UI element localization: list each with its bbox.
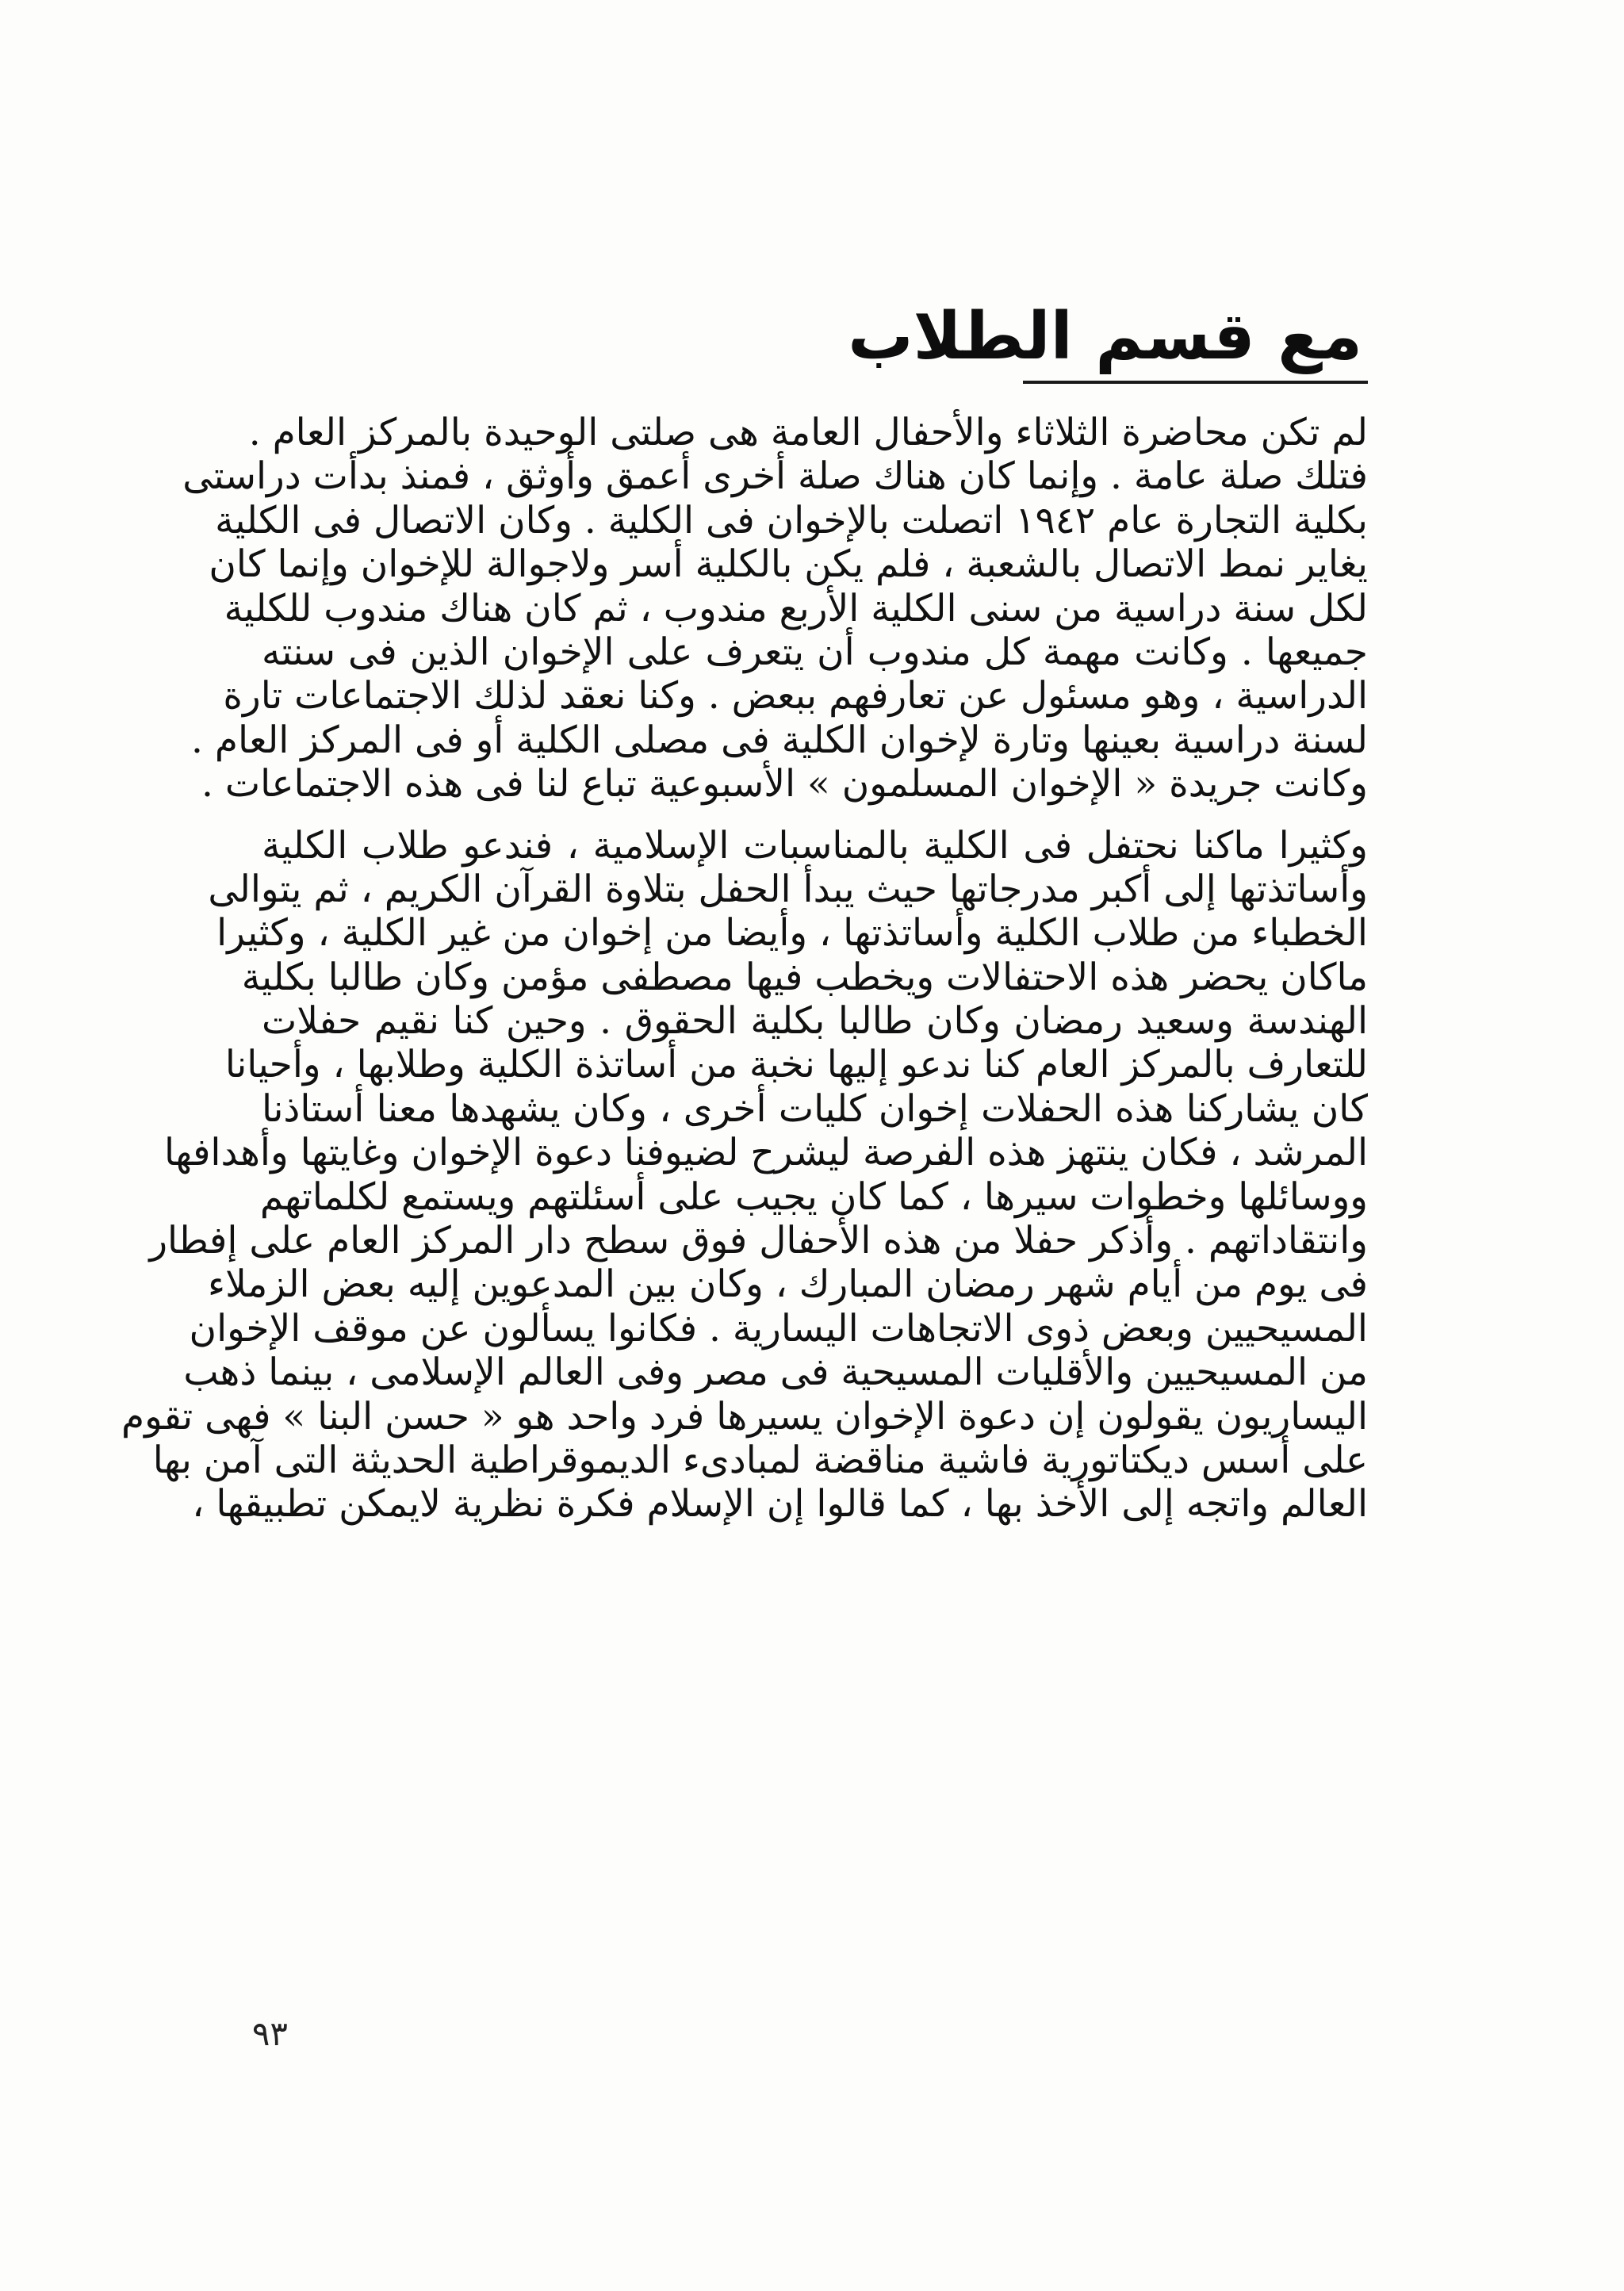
text-line: وانتقاداتهم . وأذكر حفلا من هذه الأحفال فوق سطح دار المركز العام على إفطار [149, 1219, 1368, 1263]
text-line: العالم واتجه إلى الأخذ بها ، كما قالوا إن الإسلام فكرة نظرية لايمكن تطبيقها ، [192, 1482, 1368, 1527]
text-line: كان يشاركنا هذه الحفلات إخوان كليات أخرى ، وكان يشهدها معنا أستاذنا [262, 1086, 1368, 1131]
text-line: الخطباء من طلاب الكلية وأساتذتها ، وأيضا من إخوان من غير الكلية ، وكثيرا [216, 911, 1368, 956]
text-line: جميعها . وكانت مهمة كل مندوب أن يتعرف على الإخوان الذين فى سنته [262, 630, 1368, 674]
text-line: وأساتذتها إلى أكبر مدرجاتها حيث يبدأ الحفل بتلاوة القرآن الكريم ، ثم يتوالى [208, 867, 1368, 911]
page-number: ٩٣ [251, 2014, 288, 2053]
text-line: ماكان يحضر هذه الاحتفالات ويخطب فيها مصطفى مؤمن وكان طالبا بكلية [241, 955, 1368, 999]
text-line: يغاير نمط الاتصال بالشعبة ، فلم يكن بالكلية أسر ولاجوالة للإخوان وإنما كان [209, 542, 1368, 587]
paragraph-1 [182, 411, 1368, 806]
heading-underline [1023, 381, 1368, 384]
text-line: الدراسية ، وهو مسئول عن تعارفهم ببعض . وكنا نعقد لذلك الاجتماعات تارة [223, 674, 1368, 718]
text-line: لسنة دراسية بعينها وتارة لإخوان الكلية فى مصلى الكلية أو فى المركز العام . [191, 718, 1368, 762]
paragraph-2 [121, 823, 1368, 1527]
text-line: المسيحيين وبعض ذوى الاتجاهات اليسارية . فكانوا يسألون عن موقف الإخوان [189, 1306, 1368, 1350]
text-line: فتلك صلة عامة . وإنما كان هناك صلة أخرى أعمق وأوثق ، فمنذ بدأت دراستى [182, 454, 1368, 499]
text-line: الهندسة وسعيد رمضان وكان طالبا بكلية الحقوق . وحين كنا نقيم حفلات [262, 999, 1368, 1044]
text-line: على أسس ديكتاتورية فاشية مناقضة لمبادىء الديموقراطية الحديثة التى آمن بها [152, 1438, 1368, 1482]
text-line: من المسيحيين والأقليات المسيحية فى مصر وفى العالم الإسلامى ، بينما ذهب [183, 1350, 1368, 1395]
text-line: وكانت جريدة « الإخوان المسلمون » الأسبوعية تباع لنا فى هذه الاجتماعات . [201, 762, 1368, 806]
text-line: ووسائلها وخطوات سيرها ، كما كان يجيب على أسئلتهم ويستمع لكلماتهم [259, 1174, 1368, 1219]
section-heading: مع قسم الطلاب [848, 299, 1362, 374]
text-line: بكلية التجارة عام ١٩٤٢ اتصلت بالإخوان فى الكلية . وكان الاتصال فى الكلية [215, 498, 1368, 542]
text-line: لم تكن محاضرة الثلاثاء والأحفال العامة هى صلتى الوحيدة بالمركز العام . [248, 411, 1368, 454]
text-line: المرشد ، فكان ينتهز هذه الفرصة ليشرح لضيوفنا دعوة الإخوان وغايتها وأهدافها [163, 1131, 1368, 1175]
text-line: وكثيرا ماكنا نحتفل فى الكلية بالمناسبات الإسلامية ، فندعو طلاب الكلية [262, 823, 1368, 868]
text-line: اليساريون يقولون إن دعوة الإخوان يسيرها فرد واحد هو « حسن البنا » فهى تقوم [121, 1394, 1368, 1439]
text-line: لكل سنة دراسية من سنى الكلية الأربع مندوب ، ثم كان هناك مندوب للكلية [224, 586, 1368, 630]
text-line: فى يوم من أيام شهر رمضان المبارك ، وكان بين المدعوين إليه بعض الزملاء [207, 1262, 1368, 1307]
body-text [121, 411, 1368, 1527]
text-line: للتعارف بالمركز العام كنا ندعو إليها نخبة من أساتذة الكلية وطلابها ، وأحيانا [224, 1043, 1368, 1087]
